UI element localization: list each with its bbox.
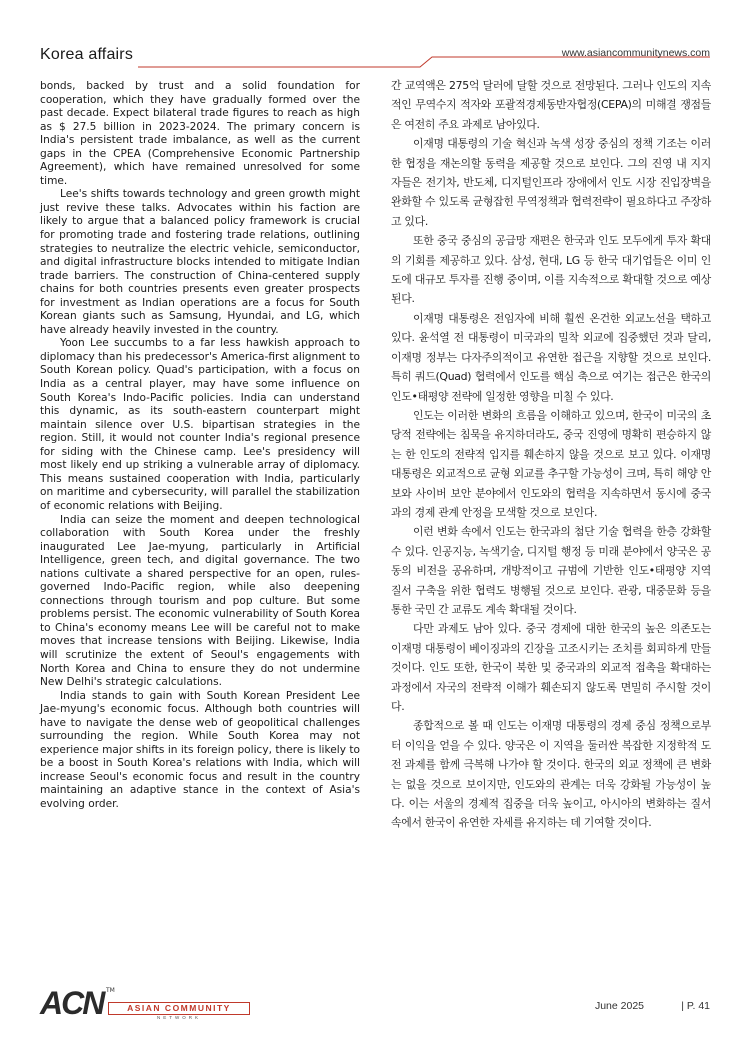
- paragraph: 다만 과제도 남아 있다. 중국 경제에 대한 한국의 높은 의존도는 이재명 대통령이 베이징과의 긴장을 고조시키는 조치를 회피하게 만들 것이다. 인도 또한, 한국이 북한 및 중국과의 외교적 접촉을 확대하는 과정에서 자국의 전략적 이해가 훼손되지 않도록 면밀히 주시할 것이다.: [391, 622, 711, 713]
- issue-date: June 2025: [594, 1000, 644, 1012]
- acn-logo: [40, 985, 260, 1025]
- paragraph: 또한 중국 중심의 공급망 재편은 한국과 인도 모두에게 투자 확대의 기회를 제공하고 있다. 삼성, 현대, LG 등 한국 대기업들은 이미 인도에 대규모 투자를 진행 중이며, 이를 지속적으로 확대할 것으로 예상된다.: [391, 234, 711, 306]
- paragraph: 이런 변화 속에서 인도는 한국과의 첨단 기술 협력을 한층 강화할 수 있다. 인공지능, 녹색기술, 디지털 행정 등 미래 분야에서 양국은 공동의 비전을 공유하며, 개방적이고 규범에 기반한 인도•태평양 지역 질서 구축을 위한 협력도 병행될 것으로 보인다. 관광, 대중문화 등을 통한 국민 간 교류도 계속 확대될 것이다.: [391, 525, 711, 616]
- paragraph: 이재명 대통령은 전임자에 비해 훨씬 온건한 외교노선을 택하고 있다. 윤석열 전 대통령이 미국과의 밀착 외교에 집중했던 것과 달리, 이재명 정부는 다자주의적이고 유연한 접근을 지향할 것으로 보인다. 특히 쿼드(Quad) 협력에서 인도를 핵심 축으로 여기는 접근은 한국의 인도•태평양 전략에 일정한 영향을 미칠 수 있다.: [391, 311, 711, 403]
- page-header: [40, 44, 710, 74]
- paragraph: Yoon Lee succumbs to a far less hawkish approach to diplomacy than his predecessor's America-first alignment to South Korean policy. Quad's participation, with a focus on India as a central player, may have some influence on South Korea's Indo-Pacific policies. India can understand this dynamic, as its south-eastern counterpart might maintain silence over U.S. bipartisan strategies in the region. Still, it would not counter India's regional presence for siding with the Chinese camp. Lee's presidency will most likely end up striking a vulnerable array of diplomacy. This means sustained cooperation with India, particularly on maritime and cybersecurity, will parallel the stabilization of economic relations with Beijing.: [40, 337, 360, 512]
- paragraph: 종합적으로 볼 때 인도는 이재명 대통령의 경제 중심 정책으로부터 이익을 얻을 수 있다. 양국은 이 지역을 둘러싼 복잡한 지정학적 도전 과제를 함께 극복해 나가야 할 것이다. 한국의 외교 정책에 큰 변화는 없을 것으로 보이지만, 인도와의 관계는 더욱 강화될 가능성이 높다. 이는 서울의 경제적 집중을 더욱 높이고, 아시아의 변화하는 질서 속에서 한국이 유연한 자세를 유지하는 데 기여할 것이다.: [391, 719, 711, 830]
- paragraph: 인도는 이러한 변화의 흐름을 이해하고 있으며, 한국이 미국의 초당적 전략에는 침묵을 유지하더라도, 중국 진영에 명확히 편승하지 않는 한 인도의 전략적 입지를 훼손하지 않을 것으로 보고 있다. 이재명 대통령은 외교적으로 균형 외교를 추구할 가능성이 크며, 특히 해양 안보와 사이버 보안 분야에서 인도와의 협력을 지속하면서 동시에 중국과의 경제 관계 안정을 모색할 것으로 보인다.: [391, 408, 711, 519]
- page-number: | P. 41: [681, 1000, 710, 1012]
- paragraph: Lee's shifts towards technology and green growth might just revive these talks. Advocates within his faction are likely to argue that a balanced policy framework is crucial for promoting trade and fostering trade relations, outlining strategies to neutralize the electric vehicle, semiconductor, and digital infrastructure blocks intended to mitigate Indian trade barriers. The construction of China-centered supply chains for both countries presents even greater prospects for investment as Indian operations are a focus for South Korean giants such as Samsung, Hyundai, and LG, which have already heavily invested in the country.: [40, 188, 360, 336]
- logo-subtitle: NETWORK: [157, 1015, 201, 1020]
- korean-column: [391, 76, 711, 833]
- section-title: Korea affairs: [40, 46, 134, 63]
- paragraph: India can seize the moment and deepen technological collaboration with South Korea under the freshly inaugurated Lee Jae-myung, particularly in Artificial Intelligence, green tech, and digital governance. The two nations cultivate a shared perspective for an open, rules-governed Indo-Pacific region, while also deepening connections through tourism and pop culture. But some problems persist. The economic vulnerability of South Korea to China's economy means Lee will be careful not to make moves that increase tensions with Beijing. Likewise, India will scrutinize the extent of Seoul's engagements with North Korea and China to ensure they do not undermine New Delhi's strategic calculations.: [40, 513, 360, 689]
- logo-name: ASIAN COMMUNITY: [108, 1002, 250, 1015]
- logo-mark: ACN: [40, 985, 104, 1021]
- page-footer: [40, 985, 710, 1025]
- paragraph: India stands to gain with South Korean President Lee Jae-myung's economic focus. Although both countries will have to navigate the dense web of geopolitical challenges surrounding the region. While South Korea may not experience major shifts in its foreign policy, there is likely to be a boost in South Korea's relations with India, which will increase Seoul's economic focus and result in the country maintaining an adaptive stance in the context of Asia's evolving order.: [40, 689, 360, 810]
- paragraph: 이재명 대통령의 기술 혁신과 녹색 성장 중심의 정책 기조는 이러한 협정을 재논의할 동력을 제공할 것으로 보인다. 그의 진영 내 지지자들은 전기차, 반도체, 디지털인프라 장애에서 인도 시장 진입장벽을 완화할 수 있도록 균형잡힌 무역정책과 협력전략이 필요하다고 주장하고 있다.: [391, 137, 711, 228]
- english-column: [40, 80, 360, 812]
- logo-trademark: TM: [106, 987, 115, 994]
- paragraph: 간 교역액은 275억 달러에 달할 것으로 전망된다. 그러나 인도의 지속적인 무역수지 적자와 포괄적경제동반자협정(CEPA)의 미해결 쟁점들은 여전히 주요 과제로 남아있다.: [391, 79, 711, 131]
- paragraph: bonds, backed by trust and a solid foundation for cooperation, which they have gradually formed over the past decade. Expect bilateral trade figures to reach as high as $ 27.5 billion in 2023-2024. The primary concern is India's persistent trade imbalance, as well as the current gaps in the CPEA (Comprehensive Economic Partnership Agreement), which have remained unresolved for some time.: [40, 80, 360, 187]
- website-url: www.asiancommunitynews.com: [561, 47, 710, 59]
